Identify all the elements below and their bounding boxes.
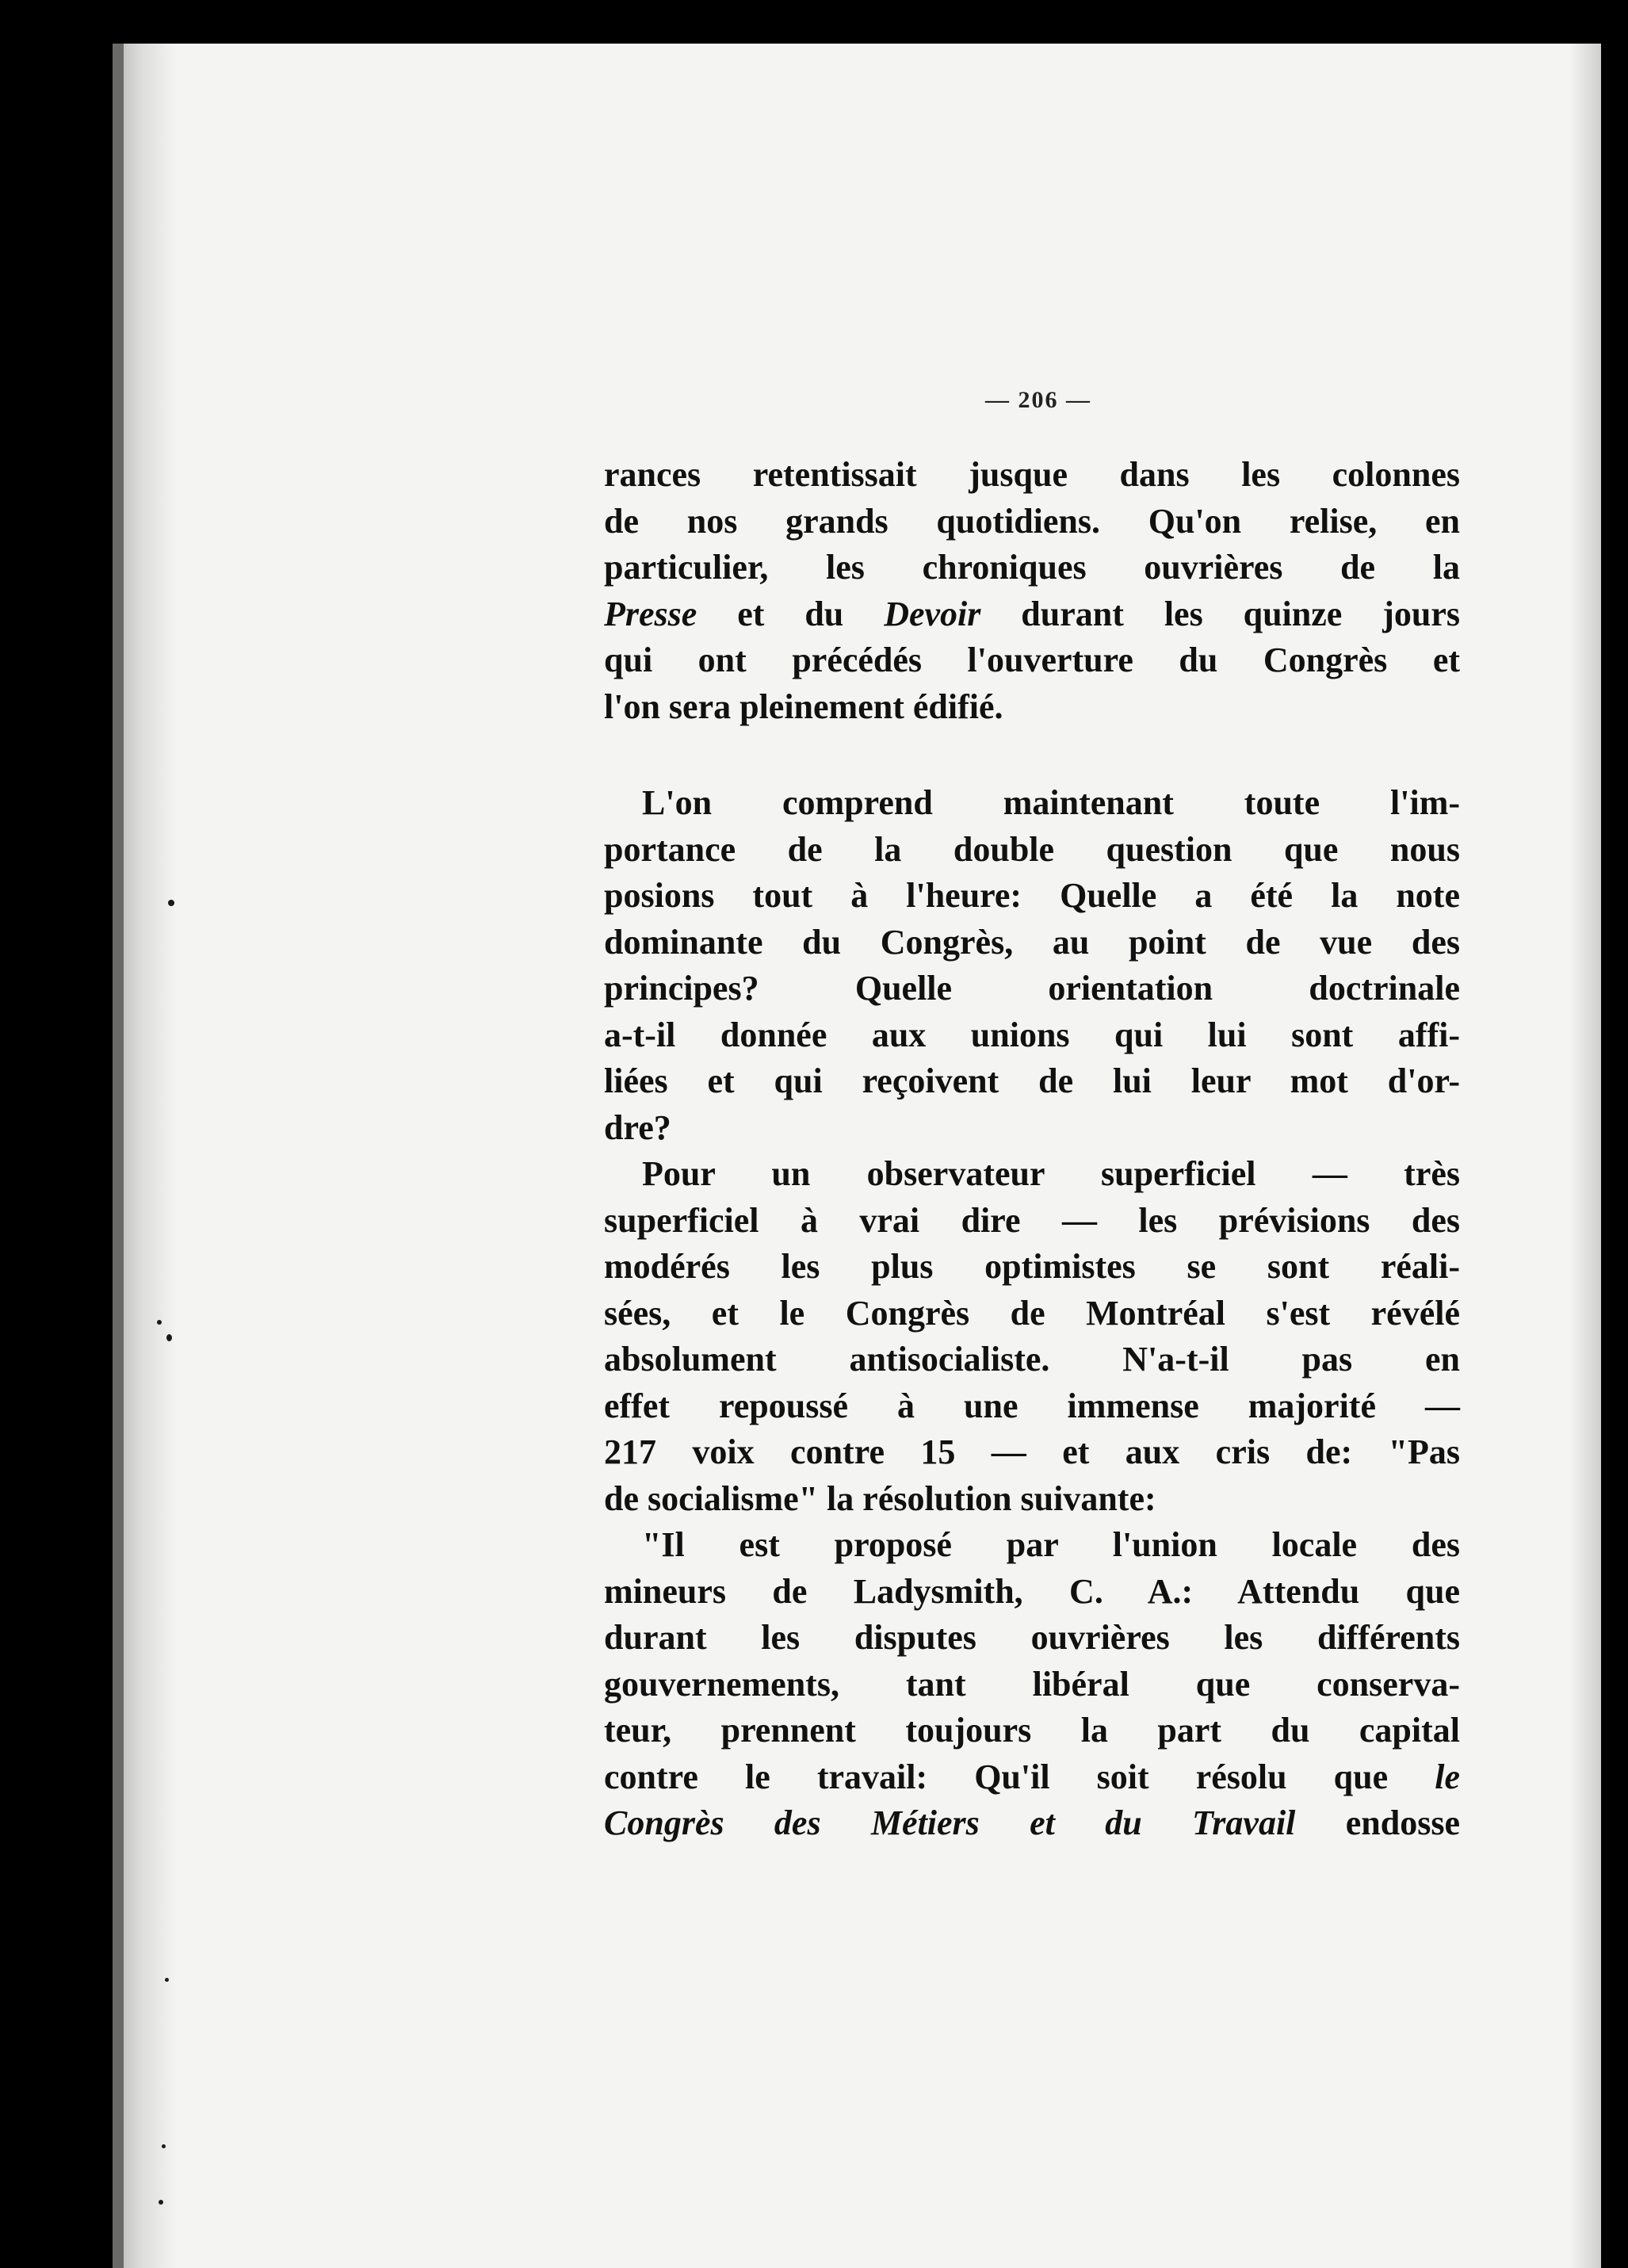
italic-title: Congrès des Métiers et du Travail <box>604 1803 1296 1842</box>
text-line <box>604 1754 1460 1801</box>
text-line: a-t-il donnée aux unions qui lui sont affi- <box>604 1015 1460 1054</box>
text-line: particulier, les chroniques ouvrières de la <box>604 548 1460 587</box>
text-span: contre le travail: Qu'il soit résolu que <box>604 1757 1435 1796</box>
text-line: dominante du Congrès, au point de vue des <box>604 922 1460 962</box>
text-line: durant les disputes ouvrières les différents <box>604 1618 1460 1657</box>
text-line: sées, et le Congrès de Montréal s'est révélé <box>604 1293 1460 1333</box>
text-line: 217 voix contre 15 — et aux cris de: "Pas <box>604 1432 1460 1471</box>
text-span: durant les quinze jours <box>980 594 1461 633</box>
body-text <box>604 452 1460 1847</box>
text-line: liées et qui reçoivent de lui leur mot d'or- <box>604 1061 1460 1100</box>
text-line: "Il est proposé par l'union locale des <box>642 1525 1460 1564</box>
page-edge-shadow <box>1569 44 1601 2268</box>
scan-speck <box>166 1334 172 1341</box>
text-line: modérés les plus optimistes se sont réali- <box>604 1247 1460 1286</box>
binding-strip <box>113 44 124 2268</box>
text-line: Pour un observateur superficiel — très <box>642 1154 1460 1193</box>
italic-title: Devoir <box>884 594 981 633</box>
text-line: principes? Quelle orientation doctrinale <box>604 969 1460 1008</box>
text-line: qui ont précédés l'ouverture du Congrès et <box>604 641 1460 679</box>
text-line: gouvernements, tant libéral que conserva- <box>604 1664 1460 1704</box>
text-line: mineurs de Ladysmith, C. A.: Attendu que <box>604 1571 1460 1611</box>
text-line: superficiel à vrai dire — les prévisions des <box>604 1200 1460 1240</box>
text-line: posions tout à l'heure: Quelle a été la note <box>604 876 1460 915</box>
text-line <box>604 1800 1460 1847</box>
text-line: absolument antisocialiste. N'a-t-il pas en <box>604 1340 1460 1379</box>
scan-speck <box>162 2144 166 2148</box>
text-span: endosse <box>1295 1803 1460 1842</box>
text-line: dre? <box>604 1107 671 1147</box>
paragraph <box>604 1151 1460 1522</box>
text-line: de socialisme" la résolution suivante: <box>604 1478 1156 1518</box>
text-line: rances retentissait jusque dans les colonnes <box>604 455 1460 494</box>
text-line: L'on comprend maintenant toute l'im- <box>642 783 1460 822</box>
text-line: portance de la double question que nous <box>604 829 1460 869</box>
scan-speck <box>168 900 174 906</box>
text-span: et du <box>697 594 885 633</box>
text-line: teur, prennent toujours la part du capital <box>604 1711 1460 1750</box>
scan-speck <box>157 1320 162 1325</box>
page-number: — 206 — <box>985 387 1091 413</box>
text-line: de nos grands quotidiens. Qu'on relise, en <box>604 501 1460 541</box>
paragraph <box>604 452 1460 730</box>
scan-speck <box>165 1978 169 1982</box>
scan-speck <box>159 2200 163 2205</box>
italic-title: Presse <box>604 594 697 633</box>
text-line <box>604 591 1460 638</box>
paragraph <box>604 1522 1460 1847</box>
paragraph <box>604 780 1460 1151</box>
text-line: l'on sera pleinement édifié. <box>604 687 1003 726</box>
italic-span: le <box>1435 1757 1460 1796</box>
text-line: effet repoussé à une immense majorité — <box>604 1386 1460 1425</box>
